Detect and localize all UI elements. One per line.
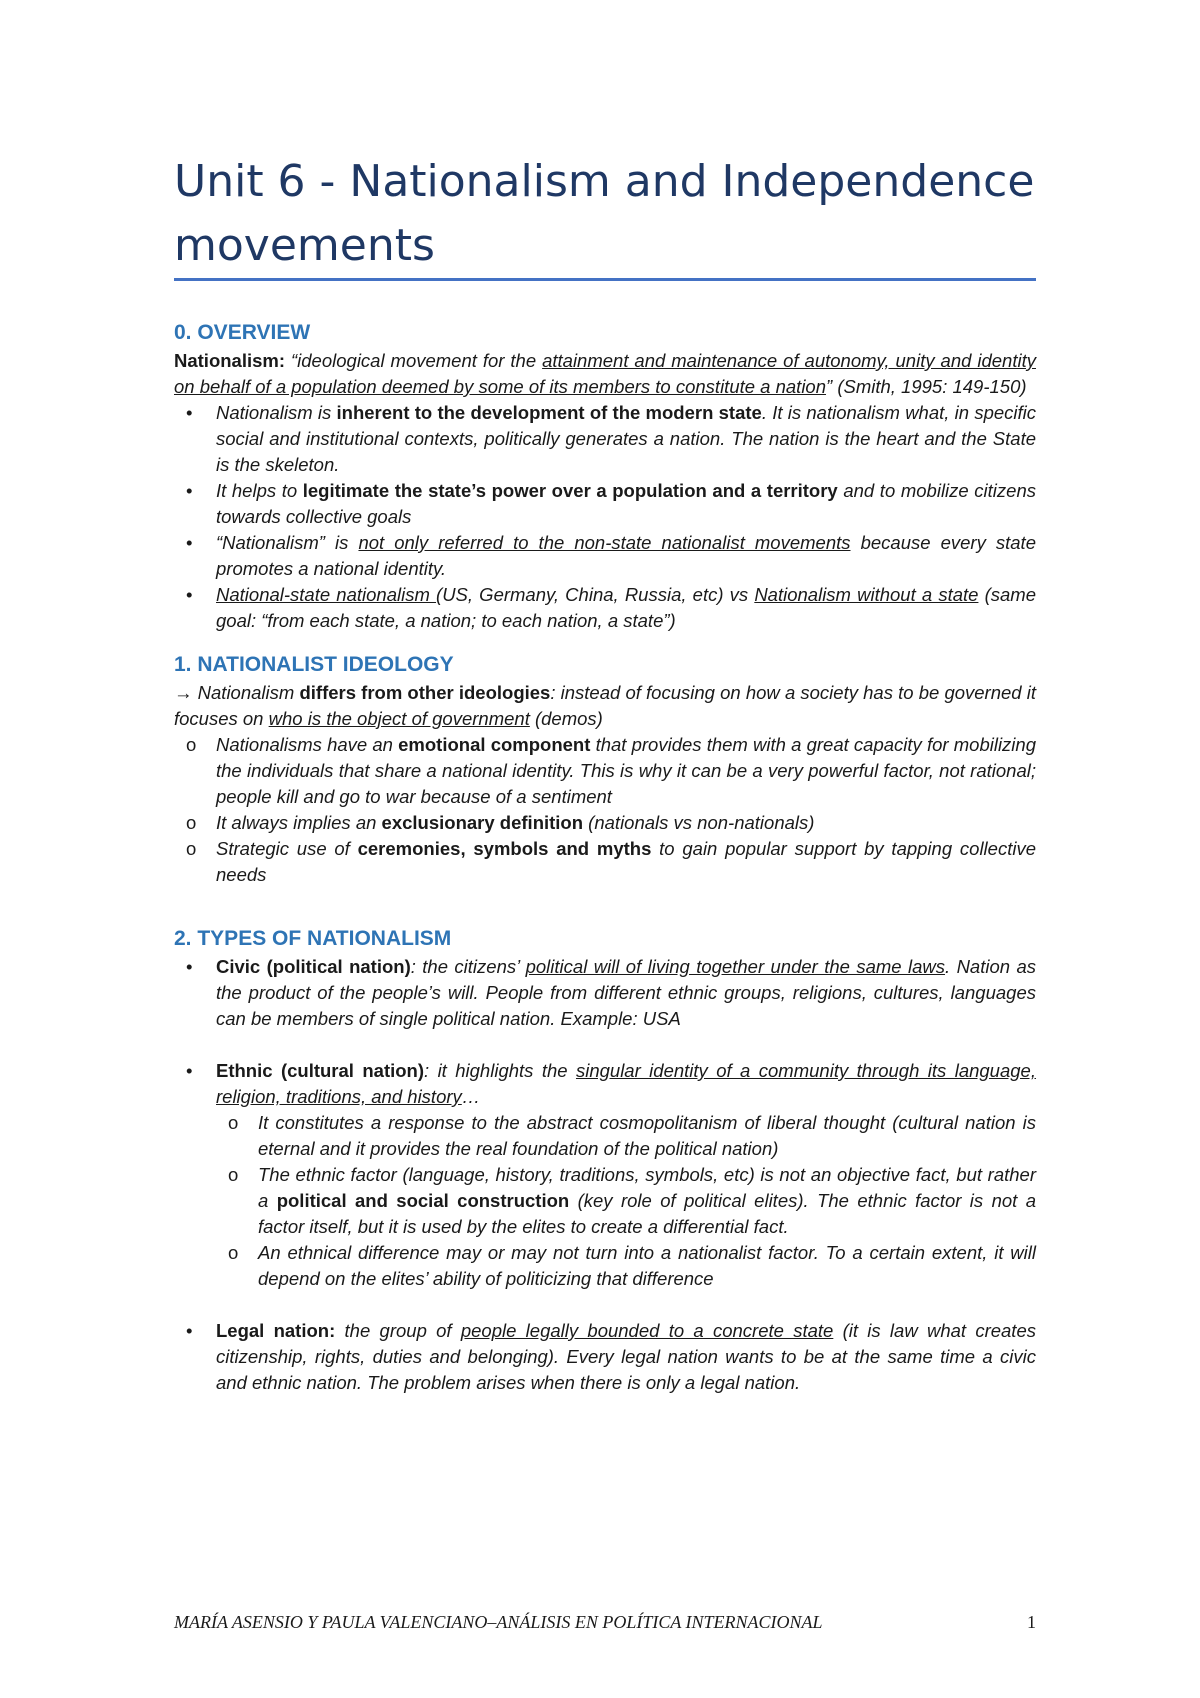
bullet-icon: • — [186, 1320, 193, 1341]
list-item-civic: • Civic (political nation): the citizens’ political will of living together under the same laws. Nation as the product of the people’s will. People from different ethnic groups, religions, cultures, languages can be members of single political nation. Example: USA — [186, 956, 1036, 1029]
list-item: o It constitutes a response to the abstract cosmopolitanism of liberal thought (cultural nation is eternal and it provides the real foundation of the political nation) — [228, 1112, 1036, 1159]
circle-bullet-icon: o — [186, 734, 197, 755]
definition-quote: attainment and maintenance of autonomy, unity and identity on behalf of a population deemed by some of its members to constitute a nation — [174, 350, 1036, 397]
bullet-icon: • — [186, 1060, 193, 1081]
list-item: • Nationalism is inherent to the development of the modern state. It is nationalism what, in specific social and institutional contexts, politically generates a nation. The nation is the heart and the State is the skeleton. — [186, 402, 1037, 475]
bullet-icon: • — [186, 532, 193, 553]
list-item-legal: • Legal nation: the group of people legally bounded to a concrete state (it is law what creates citizenship, rights, duties and belonging). Every legal nation wants to be at the same time a civic and ethnic nation. The problem arises when there is only a legal nation. — [186, 1320, 1036, 1393]
title-underline-rule — [174, 278, 1036, 281]
ideology-intro: → Nationalism differs from other ideologies: instead of focusing on how a society has to be governed it focuses on who is the object of government (demos) — [174, 682, 1036, 729]
circle-bullet-icon: o — [186, 812, 197, 833]
list-item: o It always implies an exclusionary definition (nationals vs non-nationals) — [174, 810, 1036, 836]
list-item: o Nationalisms have an emotional component that provides them with a great capacity for mobilizing the individuals that share a national identity. This is why it can be a very powerful factor, not rational; people kill and go to war because of a sentiment — [186, 734, 1036, 807]
circle-bullet-icon: o — [228, 1242, 239, 1263]
bullet-icon: • — [186, 402, 193, 423]
circle-bullet-icon: o — [186, 838, 197, 859]
arrow-icon: → — [174, 682, 193, 703]
list-item: o An ethnical difference may or may not turn into a nationalist factor. To a certain extent, it will depend on the elites’ ability of politicizing that difference — [228, 1242, 1036, 1289]
types-list-ethnic — [174, 1058, 1036, 1110]
types-list-legal — [174, 1318, 1036, 1396]
footer-authors: MARÍA ASENSIO Y PAULA VALENCIANO–ANÁLISIS EN POLÍTICA INTERNACIONAL — [174, 1612, 823, 1632]
types-list — [174, 954, 1036, 1032]
ethnic-sub-list — [216, 1110, 1036, 1292]
list-item: • It helps to legitimate the state’s power over a population and a territory and to mobilize citizens towards collective goals — [186, 480, 1036, 527]
list-item-ethnic: • Ethnic (cultural nation): it highlights the singular identity of a community through its language, religion, traditions, and history… — [186, 1060, 1036, 1107]
ideology-list — [174, 732, 1036, 888]
section-heading-nationalist-ideology: 1. NATIONALIST IDEOLOGY — [174, 653, 454, 676]
page-title: Unit 6 - Nationalism and Independence movements — [174, 156, 1035, 271]
nationalism-definition: Nationalism: “ideological movement for the attainment and maintenance of autonomy, unity and identity on behalf of a population deemed by some of its members to constitute a nation” (Smith, 1995: 149-150) — [174, 350, 1036, 397]
list-item: • National-state nationalism (US, Germany, China, Russia, etc) vs Nationalism without a state (same goal: “from each state, a nation; to each nation, a state”) — [186, 584, 1036, 631]
bullet-icon: • — [186, 956, 193, 977]
page-footer — [174, 1612, 1036, 1633]
definition-term: Nationalism — [174, 350, 279, 371]
list-item: o Strategic use of ceremonies, symbols and myths to gain popular support by tapping collective needs — [186, 838, 1036, 885]
bullet-icon: • — [186, 480, 193, 501]
overview-bullet-list — [174, 400, 1036, 634]
circle-bullet-icon: o — [228, 1112, 239, 1133]
section-heading-types-of-nationalism: 2. TYPES OF NATIONALISM — [174, 927, 452, 950]
list-item: • “Nationalism” is not only referred to the non-state nationalist movements because every state promotes a national identity. — [186, 532, 1036, 579]
list-item: o The ethnic factor (language, history, traditions, symbols, etc) is not an objective fact, but rather a political and social construction (key role of political elites). The ethnic factor is not a factor itself, but it is used by the elites to create a differential fact. — [228, 1164, 1036, 1237]
document-body — [174, 318, 1036, 1396]
circle-bullet-icon: o — [228, 1164, 239, 1185]
section-heading-overview: 0. OVERVIEW — [174, 321, 311, 344]
page-number: 1 — [1027, 1612, 1036, 1632]
bullet-icon: • — [186, 584, 193, 605]
